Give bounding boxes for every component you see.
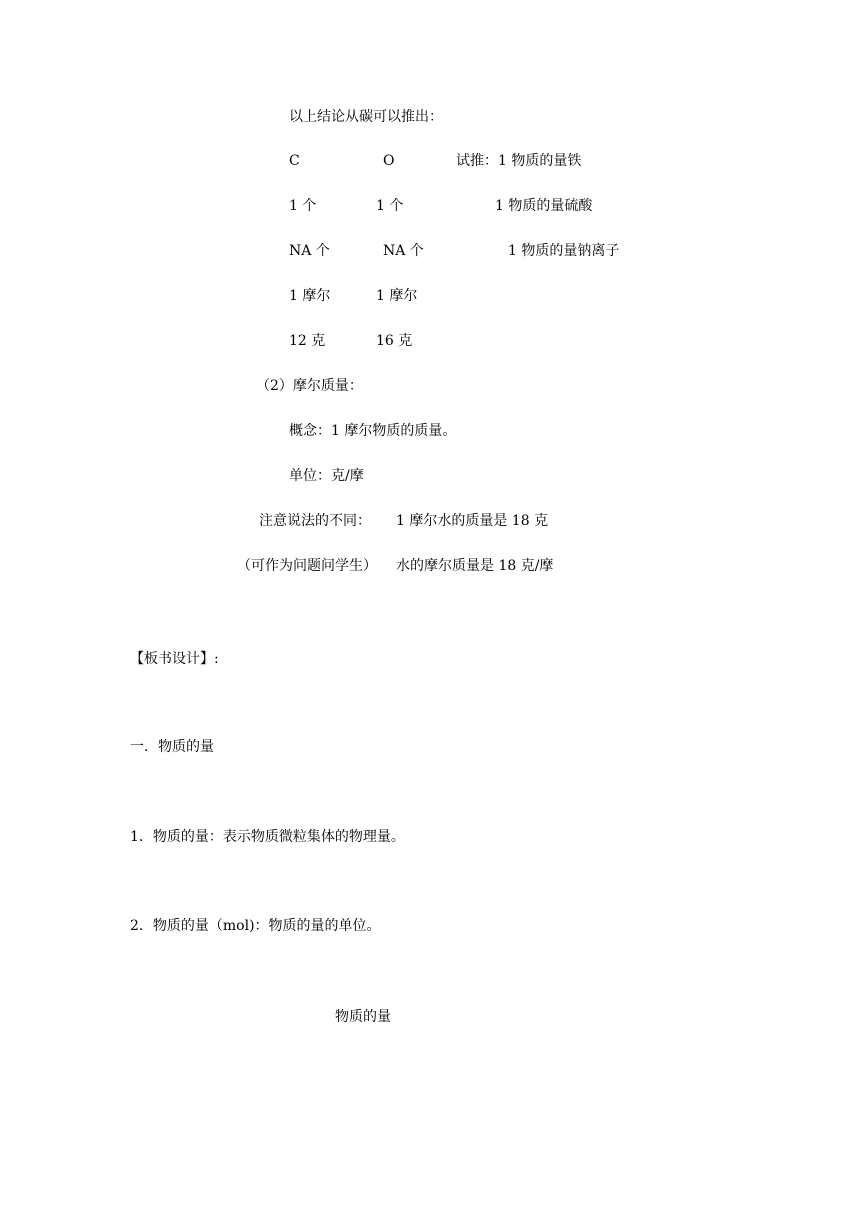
row3-col3: 1 物质的量钠离子 (508, 243, 620, 259)
molar-mass-heading: （2）摩尔质量： (256, 378, 363, 394)
row4-col1: 1 摩尔 (289, 288, 331, 304)
note-text-2: 水的摩尔质量是 18 克/摩 (396, 558, 554, 574)
row1-col3: 试推：1 物质的量铁 (456, 153, 582, 169)
note-text-1: 1 摩尔水的质量是 18 克 (396, 513, 549, 529)
row3-col2: NA 个 (383, 243, 424, 259)
board-item-1: 1．物质的量：表示物质微粒集体的物理量。 (130, 829, 405, 845)
question-label: （可作为问题问学生） (237, 558, 377, 574)
board-center-text: 物质的量 (335, 1009, 391, 1025)
note-label: 注意说法的不同： (259, 513, 371, 529)
board-item-2: 2．物质的量（mol)：物质的量的单位。 (130, 918, 381, 934)
molar-mass-unit: 单位：克/摩 (289, 468, 364, 484)
intro-text: 以上结论从碳可以推出： (289, 109, 443, 125)
row5-col2: 16 克 (376, 333, 413, 349)
board-title: 【板书设计】: (130, 651, 219, 667)
row2-col1: 1 个 (289, 198, 317, 214)
molar-mass-concept: 概念：1 摩尔物质的质量。 (289, 423, 457, 439)
board-item-one: 一．物质的量 (130, 739, 214, 755)
row4-col2: 1 摩尔 (376, 288, 418, 304)
row1-col2: O (383, 153, 395, 169)
row1-col1: C (289, 153, 300, 169)
row5-col1: 12 克 (289, 333, 326, 349)
row3-col1: NA 个 (289, 243, 330, 259)
row2-col3: 1 物质的量硫酸 (495, 198, 593, 214)
row2-col2: 1 个 (376, 198, 404, 214)
